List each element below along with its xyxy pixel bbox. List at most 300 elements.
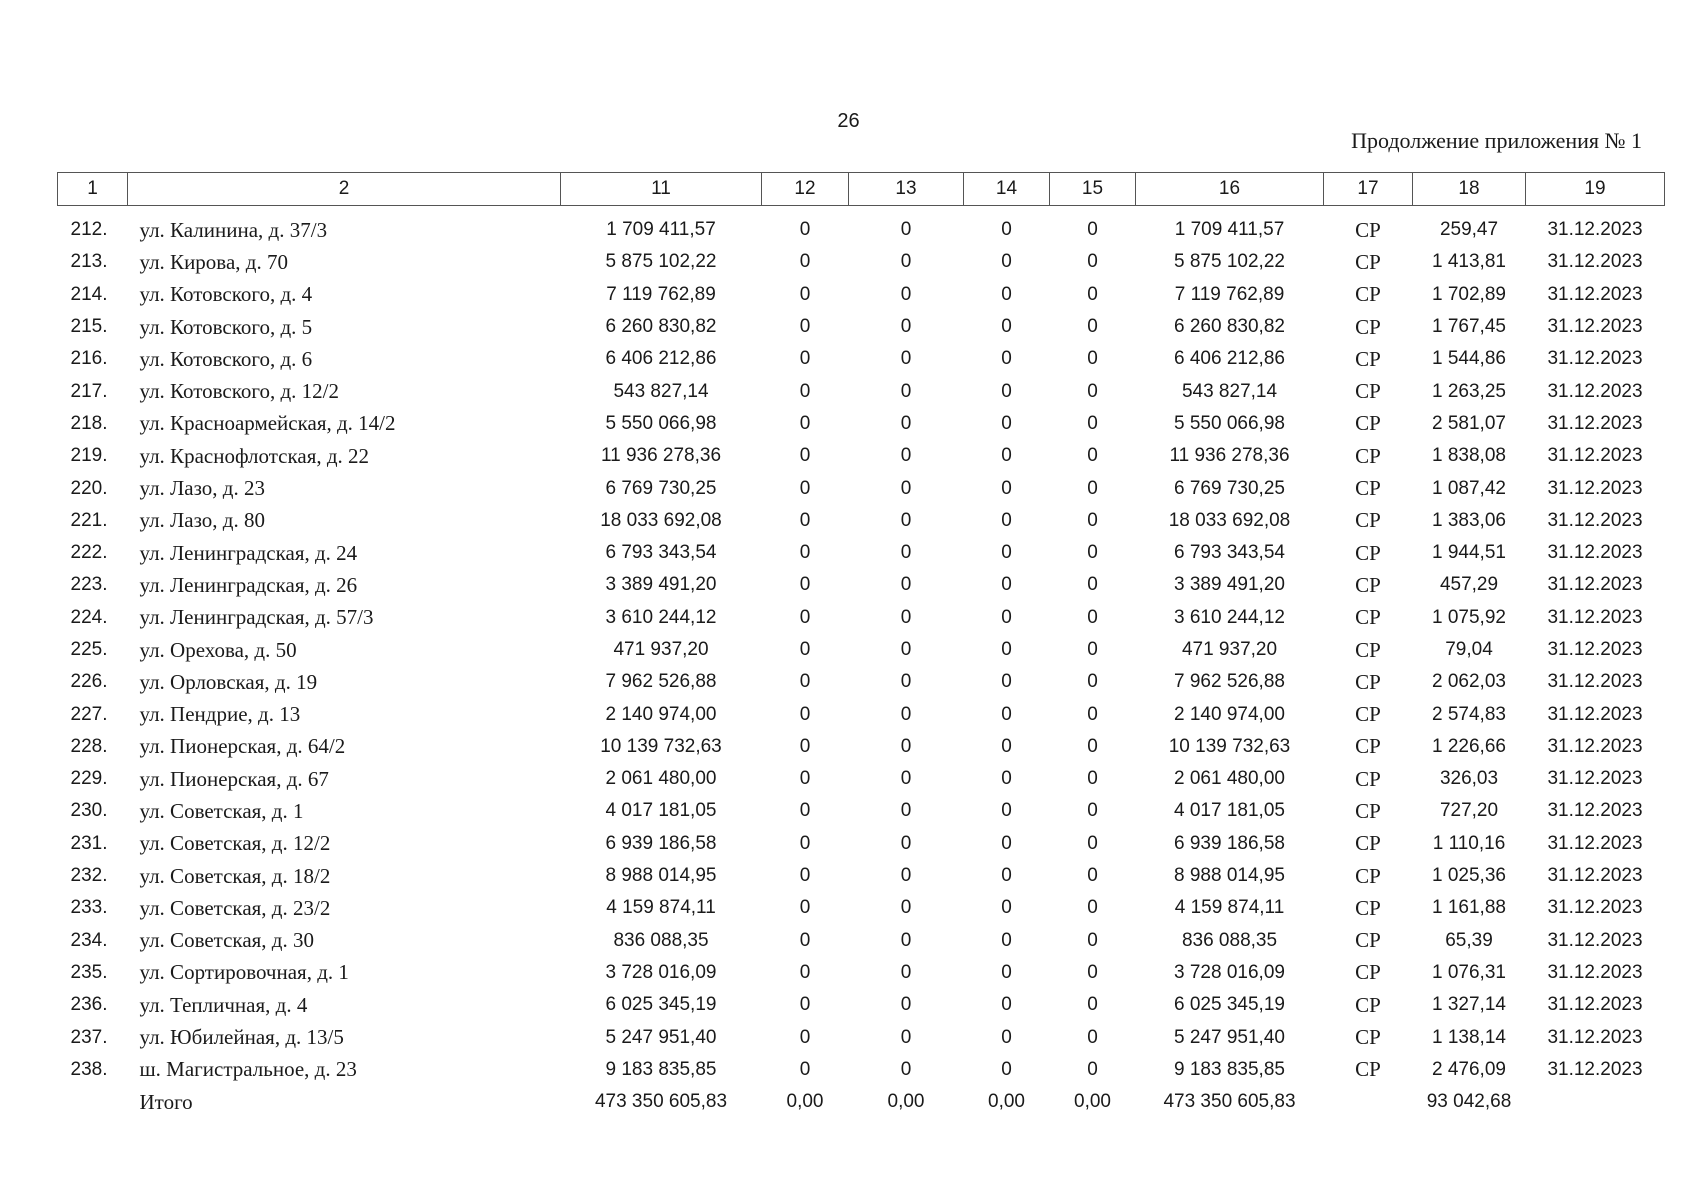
col-15: 0 [1087, 961, 1098, 983]
category: СР [1355, 249, 1381, 274]
col-12: 0 [799, 574, 811, 596]
category: СР [1355, 282, 1381, 307]
deadline: 31.12.2023 [1547, 477, 1643, 499]
col-15: 0 [1087, 509, 1098, 531]
col-12: 0 [799, 735, 811, 757]
cost-final: 3 610 244,12 [1174, 606, 1285, 628]
cost-total: 543 827,14 [613, 380, 709, 402]
cost-total: 10 139 732,63 [600, 735, 722, 757]
col-15: 0 [1087, 606, 1098, 628]
deadline: 31.12.2023 [1547, 671, 1643, 693]
area: 457,29 [1439, 574, 1499, 596]
cost-total: 1 709 411,57 [606, 219, 716, 241]
deadline [1526, 1086, 1665, 1118]
cost-final: 2 140 974,00 [1174, 703, 1285, 725]
cost-final: 6 406 212,86 [1174, 348, 1285, 370]
address: ул. Котовского, д. 5 [139, 314, 313, 339]
area: 1 161,88 [1432, 897, 1506, 919]
address: ул. Котовского, д. 12/2 [139, 379, 339, 404]
cost-total: 6 406 212,86 [605, 348, 717, 370]
col-12: 0 [799, 1026, 811, 1048]
area: 2 476,09 [1432, 1058, 1506, 1080]
col-13: 0 [900, 1026, 912, 1048]
cost-final: 543 827,14 [1181, 380, 1278, 402]
category: СР [1355, 605, 1381, 630]
table-row [58, 828, 1665, 860]
col-14: 0 [1001, 897, 1012, 919]
col-15: 0 [1087, 412, 1098, 434]
table-row [58, 408, 1665, 440]
col-12: 0 [799, 219, 811, 241]
address: ул. Котовского, д. 4 [139, 282, 313, 307]
col-13: 0 [900, 283, 912, 305]
row-number: 221. [70, 509, 108, 531]
cost-final: 7 119 762,89 [1174, 283, 1285, 305]
cost-final: 473 350 605,83 [1163, 1091, 1296, 1113]
col-13: 0 [900, 800, 912, 822]
row-number: 212. [70, 219, 108, 241]
table-header [58, 173, 1665, 206]
deadline: 31.12.2023 [1547, 219, 1643, 241]
col-15: 0 [1087, 316, 1098, 338]
address: ул. Ленинградская, д. 26 [139, 572, 358, 597]
cost-final: 9 183 835,85 [1174, 1058, 1285, 1080]
area: 1 413,81 [1432, 251, 1506, 273]
address: ул. Сортировочная, д. 1 [139, 960, 349, 985]
category: СР [1355, 831, 1381, 856]
address: ул. Пионерская, д. 64/2 [139, 734, 346, 759]
col-15: 0 [1087, 768, 1098, 790]
deadline: 31.12.2023 [1547, 929, 1643, 951]
table-row [58, 666, 1665, 698]
col-12: 0 [799, 800, 811, 822]
cost-total: 2 140 974,00 [605, 703, 717, 725]
deadline: 31.12.2023 [1547, 380, 1643, 402]
address: ул. Калинина, д. 37/3 [139, 217, 328, 242]
category: СР [1355, 443, 1381, 468]
row-number: 238. [70, 1058, 108, 1080]
row-number: 229. [70, 768, 108, 790]
col-14: 0 [1001, 412, 1012, 434]
row-number: 215. [70, 316, 108, 338]
col-15: 0 [1087, 219, 1098, 241]
col-15: 0 [1087, 703, 1098, 725]
area: 1 263,25 [1432, 380, 1506, 402]
address: ул. Тепличная, д. 4 [139, 992, 308, 1017]
col-14: 0 [1001, 574, 1012, 596]
cost-total: 11 936 278,36 [600, 445, 722, 467]
col-15: 0,00 [1074, 1091, 1111, 1113]
col-14: 0 [1001, 832, 1012, 854]
cost-final: 5 550 066,98 [1174, 412, 1285, 434]
col-15: 0 [1087, 994, 1098, 1016]
cost-final: 11 936 278,36 [1169, 445, 1290, 467]
category: СР [1355, 346, 1381, 371]
address: ул. Ленинградская, д. 24 [139, 540, 358, 565]
address: ул. Лазо, д. 23 [139, 476, 265, 501]
area: 1 767,45 [1432, 316, 1506, 338]
cost-total: 6 793 343,54 [605, 542, 717, 564]
row-number [58, 1086, 128, 1118]
row-number: 225. [70, 639, 108, 660]
col-14: 0 [1001, 477, 1012, 499]
col-12: 0 [799, 380, 811, 402]
cost-final: 10 139 732,63 [1168, 735, 1291, 757]
cost-final: 1 709 411,57 [1174, 219, 1285, 241]
col-12: 0 [799, 542, 811, 564]
category: СР [1355, 992, 1381, 1017]
col-header: 2 [128, 173, 561, 206]
table-row [58, 311, 1665, 343]
table-row [58, 795, 1665, 827]
table-row [58, 892, 1665, 924]
col-12: 0 [799, 316, 811, 338]
col-15: 0 [1087, 897, 1098, 919]
col-14: 0 [1001, 251, 1012, 273]
col-12: 0,00 [786, 1091, 824, 1113]
table-row [58, 343, 1665, 375]
area: 65,39 [1445, 929, 1493, 951]
col-15: 0 [1087, 380, 1098, 402]
area: 1 138,14 [1432, 1026, 1506, 1048]
col-13: 0 [900, 703, 912, 725]
col-12: 0 [799, 283, 811, 305]
col-14: 0 [1001, 542, 1012, 564]
category: СР [1355, 1025, 1381, 1050]
category: СР [1355, 379, 1381, 404]
col-13: 0 [900, 671, 912, 693]
area: 79,04 [1445, 639, 1493, 660]
row-number: 231. [70, 832, 108, 854]
col-15: 0 [1087, 283, 1098, 305]
table-row [58, 925, 1665, 957]
table-row [58, 505, 1665, 537]
cost-final: 471 937,20 [1181, 639, 1278, 660]
deadline: 31.12.2023 [1547, 574, 1643, 596]
cost-final: 3 389 491,20 [1174, 574, 1285, 596]
col-12: 0 [799, 961, 811, 983]
cost-total: 3 389 491,20 [605, 574, 717, 596]
col-12: 0 [799, 412, 811, 434]
deadline: 31.12.2023 [1547, 832, 1643, 854]
col-14: 0 [1001, 639, 1012, 660]
table-row [58, 214, 1665, 246]
deadline: 31.12.2023 [1547, 897, 1643, 919]
row-number: 232. [70, 865, 108, 887]
row-number: 218. [70, 412, 108, 434]
cost-final: 4 017 181,05 [1174, 800, 1285, 822]
cost-final: 6 793 343,54 [1174, 542, 1285, 564]
col-14: 0 [1001, 735, 1012, 757]
cost-total: 3 728 016,09 [605, 961, 717, 983]
area: 2 581,07 [1432, 412, 1506, 434]
row-number: 224. [70, 606, 108, 628]
table-row [58, 569, 1665, 601]
cost-total: 2 061 480,00 [605, 768, 717, 790]
category: СР [1355, 572, 1381, 597]
col-14: 0 [1001, 380, 1012, 402]
col-header: 11 [561, 173, 762, 206]
col-13: 0 [900, 477, 912, 499]
col-13: 0 [900, 832, 912, 854]
col-15: 0 [1087, 639, 1098, 660]
col-13: 0 [900, 316, 912, 338]
cost-total: 5 247 951,40 [605, 1026, 717, 1048]
col-header: 17 [1324, 173, 1413, 206]
col-12: 0 [799, 445, 811, 467]
area: 1 025,36 [1432, 865, 1506, 887]
row-number: 216. [70, 348, 108, 370]
address: ул. Советская, д. 30 [139, 928, 314, 953]
area: 1 944,51 [1432, 542, 1506, 564]
col-12: 0 [799, 348, 811, 370]
category: СР [1355, 928, 1381, 953]
deadline: 31.12.2023 [1547, 735, 1643, 757]
col-13: 0 [900, 348, 912, 370]
deadline: 31.12.2023 [1547, 800, 1643, 822]
deadline: 31.12.2023 [1547, 703, 1643, 725]
col-13: 0 [900, 768, 912, 790]
col-header: 18 [1413, 173, 1526, 206]
area: 1 702,89 [1432, 283, 1506, 305]
col-15: 0 [1087, 832, 1098, 854]
col-header: 1 [58, 173, 128, 206]
deadline: 31.12.2023 [1547, 639, 1643, 660]
col-header: 14 [964, 173, 1050, 206]
deadline: 31.12.2023 [1547, 606, 1643, 628]
col-15: 0 [1087, 477, 1098, 499]
col-13: 0 [900, 994, 912, 1016]
row-number: 233. [70, 897, 108, 919]
cost-total: 7 962 526,88 [605, 671, 717, 693]
address: ул. Советская, д. 18/2 [139, 863, 331, 888]
col-14: 0 [1001, 283, 1012, 305]
table-row [58, 957, 1665, 989]
row-number: 235. [70, 961, 108, 983]
total-row [58, 1086, 1665, 1118]
cost-total: 3 610 244,12 [605, 606, 717, 628]
col-12: 0 [799, 703, 811, 725]
col-13: 0 [900, 412, 912, 434]
address: ул. Советская, д. 23/2 [139, 895, 331, 920]
col-12: 0 [799, 994, 811, 1016]
category: СР [1355, 508, 1381, 533]
col-12: 0 [799, 251, 811, 273]
address: ул. Советская, д. 12/2 [139, 831, 331, 856]
category: СР [1355, 798, 1381, 823]
col-14: 0 [1001, 800, 1012, 822]
col-header: 16 [1136, 173, 1324, 206]
col-13: 0 [900, 219, 912, 241]
cost-final: 6 025 345,19 [1174, 994, 1285, 1016]
col-13: 0 [900, 380, 912, 402]
col-13: 0,00 [887, 1091, 925, 1113]
area: 93 042,68 [1426, 1091, 1512, 1113]
row-number: 228. [70, 735, 108, 757]
col-14: 0 [1001, 445, 1012, 467]
table-row [58, 989, 1665, 1021]
col-13: 0 [900, 509, 912, 531]
category: СР [1355, 411, 1381, 436]
col-13: 0 [900, 1058, 912, 1080]
col-header: 15 [1050, 173, 1136, 206]
area: 1 226,66 [1432, 735, 1506, 757]
table-row [58, 602, 1665, 634]
deadline: 31.12.2023 [1547, 768, 1643, 790]
table-row [58, 731, 1665, 763]
col-14: 0 [1001, 865, 1012, 887]
area: 2 574,83 [1432, 703, 1506, 725]
cost-total: 4 017 181,05 [605, 800, 717, 822]
cost-final: 7 962 526,88 [1174, 671, 1285, 693]
area: 259,47 [1439, 219, 1499, 241]
deadline: 31.12.2023 [1547, 316, 1643, 338]
col-14: 0,00 [988, 1091, 1025, 1113]
row-number: 227. [70, 703, 108, 725]
address: ш. Магистральное, д. 23 [139, 1057, 357, 1082]
col-header: 19 [1526, 173, 1665, 206]
col-12: 0 [799, 477, 811, 499]
cost-final: 2 061 480,00 [1174, 768, 1285, 790]
col-14: 0 [1001, 509, 1012, 531]
col-12: 0 [799, 1058, 811, 1080]
col-13: 0 [900, 606, 912, 628]
col-13: 0 [900, 251, 912, 273]
area: 1 383,06 [1432, 509, 1506, 531]
col-15: 0 [1087, 445, 1098, 467]
row-number: 222. [70, 542, 108, 564]
row-number: 220. [70, 477, 108, 499]
category: СР [1355, 734, 1381, 759]
category: СР [1355, 476, 1381, 501]
address: ул. Юбилейная, д. 13/5 [139, 1025, 344, 1050]
address: ул. Орехова, д. 50 [139, 637, 297, 662]
page-number: 26 [837, 110, 860, 132]
area: 1 544,86 [1432, 348, 1506, 370]
area: 1 110,16 [1432, 832, 1506, 854]
table-row [58, 279, 1665, 311]
table-row [58, 246, 1665, 278]
address: ул. Краснофлотская, д. 22 [139, 443, 370, 468]
address: ул. Лазо, д. 80 [139, 508, 265, 533]
table-body [58, 206, 1665, 1119]
cost-final: 6 939 186,58 [1174, 832, 1285, 854]
col-14: 0 [1001, 929, 1012, 951]
category: СР [1355, 314, 1381, 339]
col-14: 0 [1001, 219, 1012, 241]
category: СР [1355, 1057, 1381, 1082]
continuation-title: Продолжение приложения № 1 [1351, 128, 1642, 153]
col-14: 0 [1001, 1026, 1012, 1048]
col-15: 0 [1087, 735, 1098, 757]
category: СР [1355, 637, 1381, 662]
header-row [58, 173, 1665, 206]
col-12: 0 [799, 768, 811, 790]
category [1324, 1086, 1413, 1118]
deadline: 31.12.2023 [1547, 348, 1643, 370]
row-number: 237. [70, 1026, 108, 1048]
table-row [58, 860, 1665, 892]
cost-final: 4 159 874,11 [1174, 897, 1285, 919]
deadline: 31.12.2023 [1547, 994, 1643, 1016]
col-12: 0 [799, 671, 811, 693]
col-15: 0 [1087, 1058, 1098, 1080]
cost-final: 3 728 016,09 [1174, 961, 1285, 983]
cost-final: 6 769 730,25 [1174, 477, 1285, 499]
cost-final: 5 875 102,22 [1174, 251, 1285, 273]
area: 326,03 [1439, 768, 1499, 790]
category: СР [1355, 960, 1381, 985]
deadline: 31.12.2023 [1547, 1058, 1643, 1080]
col-14: 0 [1001, 703, 1012, 725]
table-row [58, 698, 1665, 730]
row-number: 217. [70, 380, 108, 402]
table-row [58, 1021, 1665, 1053]
cost-total: 473 350 605,83 [594, 1091, 728, 1113]
col-14: 0 [1001, 671, 1012, 693]
address: ул. Орловская, д. 19 [139, 669, 318, 694]
area: 1 838,08 [1432, 445, 1506, 467]
col-15: 0 [1087, 1026, 1098, 1048]
col-header: 12 [762, 173, 849, 206]
address: ул. Котовского, д. 6 [139, 346, 313, 371]
cost-total: 9 183 835,85 [605, 1058, 717, 1080]
col-14: 0 [1001, 348, 1012, 370]
col-header: 13 [849, 173, 964, 206]
category: СР [1355, 863, 1381, 888]
col-14: 0 [1001, 606, 1012, 628]
row-number: 230. [70, 800, 108, 822]
col-13: 0 [900, 897, 912, 919]
col-12: 0 [799, 832, 811, 854]
area: 1 327,14 [1432, 994, 1506, 1016]
cost-total: 836 088,35 [613, 929, 709, 951]
cost-total: 5 875 102,22 [605, 251, 717, 273]
category: СР [1355, 540, 1381, 565]
cost-total: 4 159 874,11 [606, 897, 716, 919]
row-number: 219. [70, 445, 108, 467]
col-13: 0 [900, 445, 912, 467]
deadline: 31.12.2023 [1547, 283, 1643, 305]
category: СР [1355, 669, 1381, 694]
cost-final: 8 988 014,95 [1174, 865, 1285, 887]
col-15: 0 [1087, 671, 1098, 693]
cost-total: 18 033 692,08 [600, 509, 722, 531]
col-15: 0 [1087, 865, 1098, 887]
table-row [58, 375, 1665, 407]
col-12: 0 [799, 897, 811, 919]
area: 1 087,42 [1432, 477, 1506, 499]
col-13: 0 [900, 961, 912, 983]
table-row [58, 472, 1665, 504]
col-12: 0 [799, 606, 811, 628]
col-14: 0 [1001, 961, 1012, 983]
col-15: 0 [1087, 574, 1098, 596]
cost-final: 5 247 951,40 [1174, 1026, 1285, 1048]
cost-total: 5 550 066,98 [605, 412, 717, 434]
address: ул. Ленинградская, д. 57/3 [139, 605, 374, 630]
category: СР [1355, 895, 1381, 920]
deadline: 31.12.2023 [1547, 1026, 1643, 1048]
deadline: 31.12.2023 [1547, 509, 1643, 531]
address: ул. Кирова, д. 70 [139, 249, 288, 274]
col-13: 0 [900, 865, 912, 887]
cost-total: 6 939 186,58 [605, 832, 717, 854]
cost-final: 18 033 692,08 [1168, 509, 1291, 531]
col-12: 0 [799, 865, 811, 887]
area: 727,20 [1439, 800, 1499, 822]
col-15: 0 [1087, 929, 1098, 951]
